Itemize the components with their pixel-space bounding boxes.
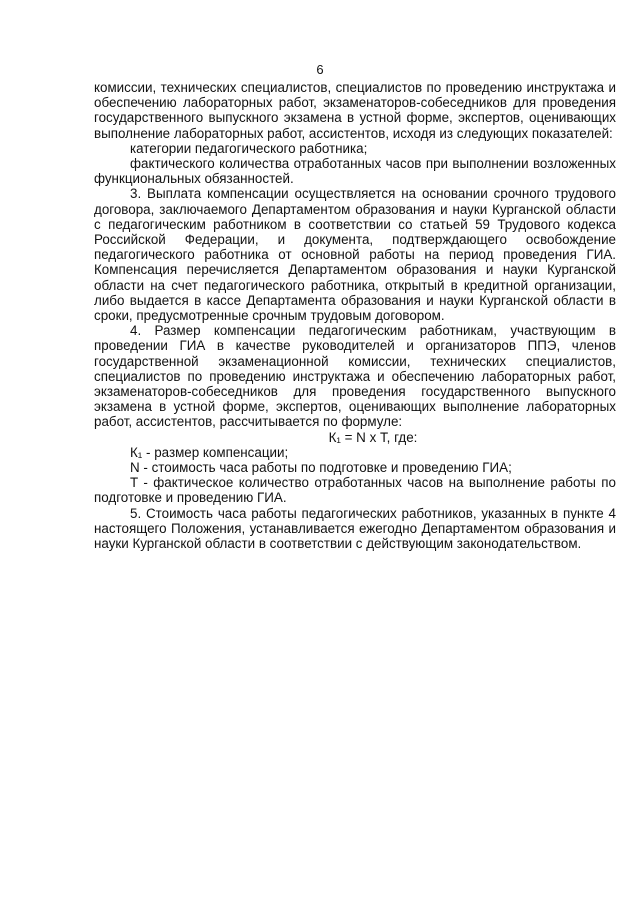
paragraph-continuation: комиссии, технических специалистов, специалистов по проведению инструктажа и обеспечению лабораторных работ, экзаменаторов-собеседников для проведения государственного выпускного экзамена в устной форме, экспертов, оценивающих выполнение лабораторных работ, ассистентов, исходя из следующих показателей:	[94, 80, 616, 141]
list-item-category: категории педагогического работника;	[130, 140, 368, 156]
document-body	[94, 80, 616, 551]
formula-term-k1: К₁ - размер компенсации;	[130, 444, 289, 460]
formula-term-t: T - фактическое количество отработанных часов на выполнение работы по подготовке и проведению ГИА.	[94, 475, 616, 506]
clause-5: 5. Стоимость часа работы педагогических работников, указанных в пункте 4 настоящего Положения, устанавливается ежегодно Департаментом образования и науки Курганской области в соответствии с действующим законодательством.	[94, 505, 616, 552]
page-number: 6	[316, 62, 324, 77]
clause-3: 3. Выплата компенсации осуществляется на основании срочного трудового договора, заключаемого Департаментом образования и науки Курганской области с педагогическим работником в соответствии со статьей 59 Трудового кодекса Российской Федерации, и документа, подтверждающего освобождение педагогического работника от основной работы на период проведения ГИА. Компенсация перечисляется Департаментом образования и науки Курганской области на счет педагогического работника, открытый в кредитной организации, либо выдается в кассе Департамента образования и науки Курганской области в сроки, предусмотренные срочным трудовым договором.	[94, 186, 616, 324]
list-item-hours: фактического количества отработанных часов при выполнении возложенных функциональных обязанностей.	[94, 156, 616, 187]
clause-4: 4. Размер компенсации педагогическим работникам, участвующим в проведении ГИА в качестве руководителей и организаторов ППЭ, членов государственной экзаменационной комиссии, технических специалистов, специалистов по проведению инструктажа и обеспечению лабораторных работ, экзаменаторов-собеседников для проведения государственного выпускного экзамена в устной форме, экспертов, оценивающих выполнение лабораторных работ, ассистентов, рассчитывается по формуле:	[94, 323, 616, 430]
formula-term-n: N - стоимость часа работы по подготовке и проведению ГИА;	[130, 460, 512, 476]
compensation-formula: К₁ = N х T, где:	[328, 429, 418, 445]
